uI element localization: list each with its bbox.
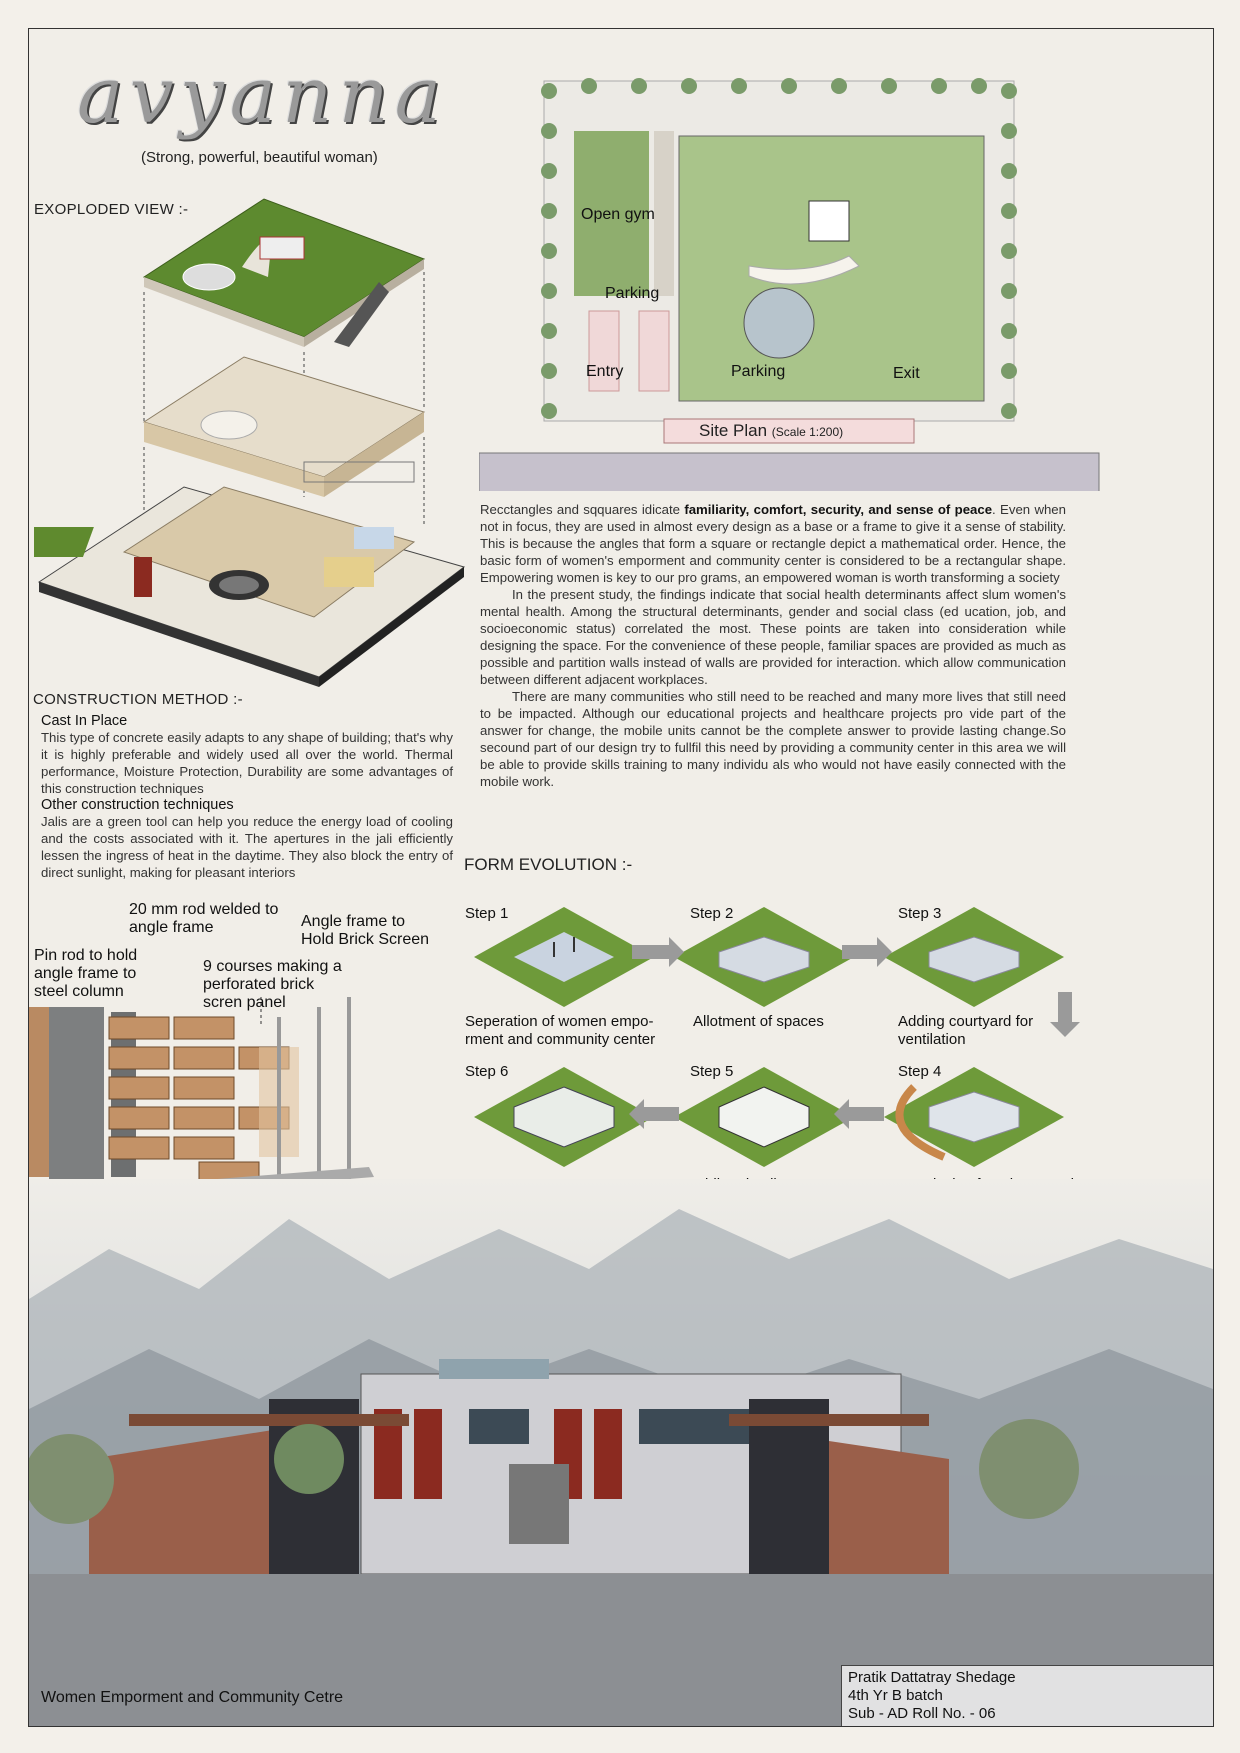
author-batch: 4th Yr B batch xyxy=(848,1687,943,1704)
construction-block xyxy=(41,713,453,881)
other-techniques-title: Other construction techniques xyxy=(41,797,234,813)
step-3-label: Step 3 xyxy=(898,905,942,922)
author-roll: Sub - AD Roll No. - 06 xyxy=(848,1705,996,1722)
exploded-view-drawing xyxy=(34,197,474,687)
jali-pin-label: Pin rod to hold angle frame to steel column xyxy=(34,947,138,1000)
exploded-view-heading: EXOPLODED VIEW :- xyxy=(34,201,189,218)
jali-courses-label: 9 courses making a perforated brick scren panel xyxy=(203,958,342,1011)
project-subtitle: (Strong, powerful, beautiful woman) xyxy=(141,149,378,166)
step-2-label: Step 2 xyxy=(690,905,734,922)
site-entry-label: Entry xyxy=(586,363,624,380)
step-2-caption: Allotment of spaces xyxy=(693,1013,824,1030)
elevation-render xyxy=(29,1179,1213,1726)
step-4-label: Step 4 xyxy=(898,1063,942,1080)
form-evolution-heading: FORM EVOLUTION :- xyxy=(464,855,633,874)
author-name: Pratik Dattatray Shedage xyxy=(848,1669,1016,1686)
site-plan-title: Site Plan (Scale 1:200) xyxy=(699,421,844,440)
description-p3: There are many communities who still need to be reached and many more lives that still need to be impacted. Although our educational projects and healthcare projects pro vide part of the answer for change, the mobile units cannot be the complete answer to provide lasting change.So secound part of our design try to fullfil this need by providing a community center in this area we will be able to provide skills training to many individu als who would not have easily connected with the mobile work. xyxy=(480,689,1066,789)
project-title: avyanna xyxy=(77,51,448,141)
description-text xyxy=(480,501,1066,790)
construction-heading: CONSTRUCTION METHOD :- xyxy=(33,691,243,708)
step-1-caption: Seperation of women empo- rment and community center xyxy=(465,1013,656,1048)
cast-in-place-title: Cast In Place xyxy=(41,713,128,729)
step-3-caption: Adding courtyard for ventilation xyxy=(898,1013,1034,1048)
site-parking-left-label: Parking xyxy=(605,285,660,302)
other-techniques-text: Jalis are a green tool can help you reduce the energy load of cooling and the costs associated with it. The apertures in the jali efficiently lessen the ingress of heat in the daytime. They also block the entry of direct sunlight, making for pleasant interiors xyxy=(41,814,453,880)
site-parking-bottom-label: Parking xyxy=(731,363,786,380)
step-6-label: Step 6 xyxy=(465,1063,509,1080)
jali-angle-label: Angle frame to Hold Brick Screen xyxy=(301,913,430,948)
footer-project-name: Women Emporment and Community Cetre xyxy=(41,1689,344,1706)
site-open-gym-label: Open gym xyxy=(581,206,655,223)
step-1-label: Step 1 xyxy=(465,905,509,922)
step-5-label: Step 5 xyxy=(690,1063,734,1080)
cast-in-place-text: This type of concrete easily adapts to any shape of building; that's why it is highly preferable and widely used all over the world. Thermal performance, Moisture Protection, Durability are some advantages of this construction techniques xyxy=(41,730,453,796)
footer-author xyxy=(842,1666,1214,1726)
jali-rod-label: 20 mm rod welded to angle frame xyxy=(129,901,279,936)
description-p1: Recctangles and sqquares idicate familiarity, comfort, security, and sense of peace. Even when not in focus, they are used in almost every design as a base or a frame to give it a sense of stability. This is because the angles that form a square or rectangle depict a mathematical order. Hence, the basic form of women's emporment and community center is considered to be a rectangular shape. Empowering women is key to our pro grams, an empowered woman is worth transforming a society xyxy=(480,502,1066,585)
site-exit-label: Exit xyxy=(893,365,920,382)
jali-brick-screen-drawing xyxy=(29,997,389,1197)
poster-sheet xyxy=(28,28,1214,1727)
description-p2: In the present study, the findings indicate that social health determinants affect slum women's mental health. Among the structural determinants, gender and social class (ed ucation, job, and socioeconomic status) correlated the most. These points are taken into consideration while designing the space. For the convenience of these people, familiar spaces are provided as much as possible and partition walls instead of walls are provided for interaction. which allow communication between different adjacent workplaces. xyxy=(480,587,1066,687)
footer-author-box xyxy=(841,1665,1214,1727)
